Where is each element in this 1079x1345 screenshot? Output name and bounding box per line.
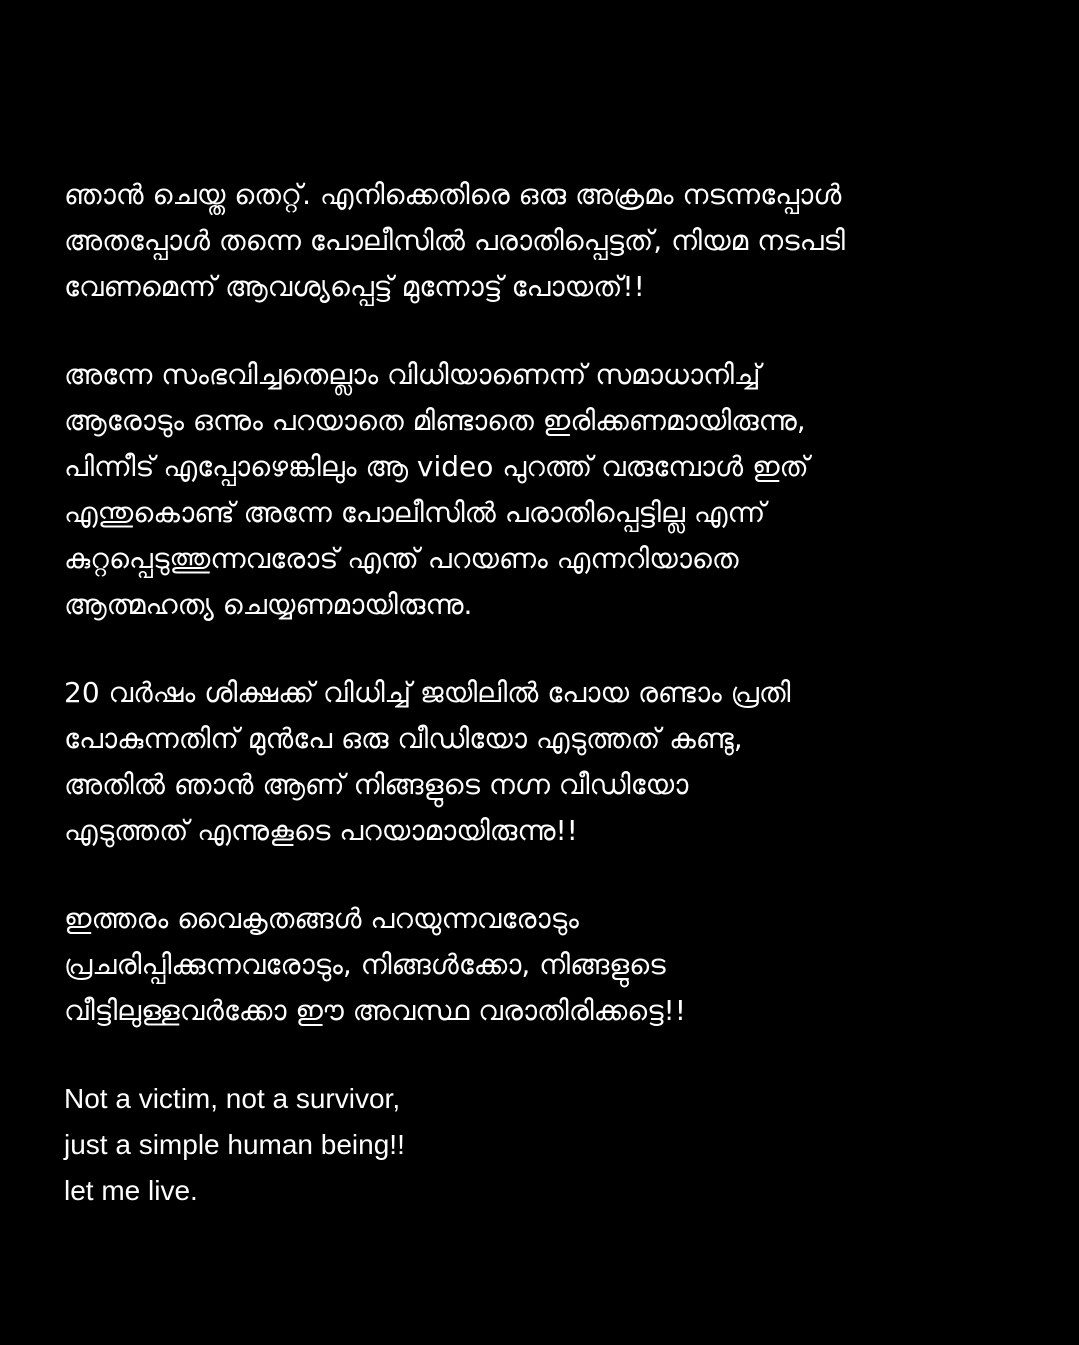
paragraph-1	[64, 172, 1034, 310]
text-line: Not a victim, not a survivor,	[64, 1083, 401, 1114]
text-line: പ്രചരിപ്പിക്കുന്നവരോടും, നിങ്ങൾക്കോ, നിങ്ങളുടെ	[64, 948, 666, 981]
text-line: പിന്നീട് എപ്പോഴെങ്കിലും ആ video പുറത്ത് വരുമ്പോൾ ഇത്	[64, 450, 809, 483]
text-line: just a simple human being!!	[64, 1129, 405, 1160]
statement-text	[64, 172, 1034, 1256]
text-line: എന്തുകൊണ്ട് അന്നേ പോലീസിൽ പരാതിപ്പെട്ടില്ല എന്ന്	[64, 496, 766, 529]
paragraph-3	[64, 670, 1034, 854]
text-line: വീട്ടിലുള്ളവർക്കോ ഈ അവസ്ഥ വരാതിരിക്കട്ടെ!!	[64, 994, 687, 1027]
text-line: എടുത്തത് എന്നുകൂടെ പറയാമായിരുന്നു!!	[64, 814, 578, 847]
text-line: വേണമെന്ന് ആവശ്യപ്പെട്ട് മുന്നോട്ട് പോയത്!!	[64, 270, 645, 303]
text-line: അതപ്പോൾ തന്നെ പോലീസിൽ പരാതിപ്പെട്ടത്, നിയമ നടപടി	[64, 224, 845, 257]
text-line: let me live.	[64, 1175, 198, 1206]
paragraph-4	[64, 896, 1034, 1034]
text-line: പോകുന്നതിന് മുൻപേ ഒരു വീഡിയോ എടുത്തത് കണ്ടു,	[64, 722, 743, 755]
text-line: അതിൽ ഞാൻ ആണ് നിങ്ങളുടെ നഗ്ന വീഡിയോ	[64, 768, 689, 801]
text-line: കുറ്റപ്പെടുത്തുന്നവരോട് എന്ത് പറയണം എന്നറിയാതെ	[64, 542, 739, 575]
paragraph-2	[64, 352, 1034, 628]
text-line: ഞാൻ ചെയ്ത തെറ്റ്. എനിക്കെതിരെ ഒരു അക്രമം നടന്നപ്പോൾ	[64, 178, 842, 211]
text-line: ആത്മഹത്യ ചെയ്യണമായിരുന്നു.	[64, 588, 473, 621]
text-line: ഇത്തരം വൈകൃതങ്ങൾ പറയുന്നവരോടും	[64, 902, 579, 935]
text-line: 20 വർഷം ശിക്ഷക്ക് വിധിച്ച് ജയിലിൽ പോയ രണ്ടാം പ്രതി	[64, 676, 791, 709]
text-line: ആരോടും ഒന്നും പറയാതെ മിണ്ടാതെ ഇരിക്കണമായിരുന്നു,	[64, 404, 806, 437]
paragraph-5	[64, 1076, 1034, 1214]
text-line: അന്നേ സംഭവിച്ചതെല്ലാം വിധിയാണെന്ന് സമാധാനിച്ച്	[64, 358, 761, 391]
